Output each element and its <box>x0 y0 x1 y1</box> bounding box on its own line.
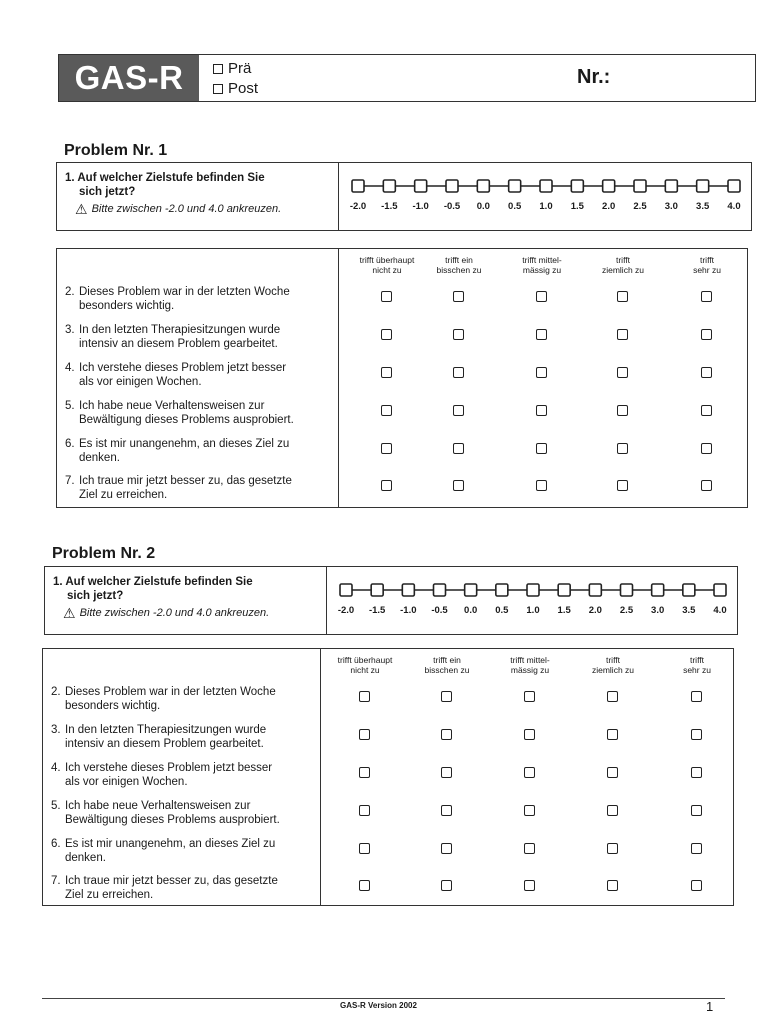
item-number: 5. <box>65 400 75 412</box>
scale-value-label: -2.0 <box>349 201 367 212</box>
rating-checkbox[interactable] <box>453 329 464 340</box>
scale-checkbox[interactable] <box>728 180 740 192</box>
item-line2: Ziel zu erreichen. <box>65 889 154 901</box>
scale-value-label: -0.5 <box>431 605 448 616</box>
column-header-line1: trifft überhaupt <box>337 655 393 665</box>
column-header <box>683 655 711 675</box>
number-label: Nr.: <box>577 66 611 88</box>
scale-value-label: 0.0 <box>476 201 490 212</box>
question-line1: Auf welcher Zielstufe befinden Sie <box>65 576 253 588</box>
rating-checkbox[interactable] <box>441 767 452 778</box>
rating-checkbox[interactable] <box>617 367 628 378</box>
rating-checkbox[interactable] <box>359 691 370 702</box>
scale-checkbox[interactable] <box>589 584 601 596</box>
column-header <box>522 255 562 275</box>
scale-checkbox[interactable] <box>434 584 446 596</box>
scale-checkbox[interactable] <box>558 584 570 596</box>
scale-value-label: 3.5 <box>696 201 710 212</box>
column-header-line2: mässig zu <box>510 665 550 675</box>
scale-value-label: 3.0 <box>664 201 678 212</box>
scale-checkbox[interactable] <box>603 180 615 192</box>
warning-triangle-icon: ⚠ <box>63 605 76 621</box>
rating-checkbox[interactable] <box>617 443 628 454</box>
column-header <box>693 255 721 275</box>
rating-checkbox[interactable] <box>441 729 452 740</box>
problem-2-warning <box>53 606 326 620</box>
page-number: 1 <box>706 999 714 1014</box>
item-line2: denken. <box>79 452 120 464</box>
scale-value-label: 4.0 <box>727 201 741 212</box>
form-logo: GAS-R <box>59 55 199 101</box>
scale-checkbox[interactable] <box>383 180 395 192</box>
item-line1: Ich habe neue Verhaltensweisen zur <box>65 800 251 812</box>
scale-value-label: 2.0 <box>602 201 616 212</box>
question-number: 1. <box>53 576 63 588</box>
item-line2: als vor einigen Wochen. <box>79 376 202 388</box>
post-checkbox[interactable] <box>213 84 223 94</box>
scale-checkbox[interactable] <box>665 180 677 192</box>
scale-checkbox[interactable] <box>621 584 633 596</box>
column-header-line1: trifft <box>615 255 631 265</box>
rating-checkbox[interactable] <box>617 329 628 340</box>
item-number: 3. <box>65 324 75 336</box>
rating-checkbox[interactable] <box>607 729 618 740</box>
scale-checkbox[interactable] <box>340 584 352 596</box>
rating-checkbox[interactable] <box>441 843 452 854</box>
column-header-line1: trifft ein <box>445 255 473 265</box>
problem-1-warning <box>65 202 338 216</box>
rating-checkbox[interactable] <box>617 405 628 416</box>
warning-triangle-icon: ⚠ <box>75 201 88 217</box>
column-header-line2: sehr zu <box>683 665 711 675</box>
rating-checkbox[interactable] <box>441 880 452 891</box>
scale-checkbox[interactable] <box>352 180 364 192</box>
scale-checkbox[interactable] <box>652 584 664 596</box>
rating-checkbox[interactable] <box>607 805 618 816</box>
column-header-line2: ziemlich zu <box>591 665 635 675</box>
item-number: 5. <box>51 800 61 812</box>
rating-checkbox[interactable] <box>524 729 535 740</box>
pre-option[interactable] <box>213 59 258 79</box>
scale-value-label: 1.5 <box>570 201 584 212</box>
scale-value-label: 1.0 <box>526 605 540 616</box>
item-line2: Ziel zu erreichen. <box>79 489 168 501</box>
problem-1-title: Problem Nr. 1 <box>64 142 168 159</box>
scale-checkbox[interactable] <box>571 180 583 192</box>
rating-checkbox[interactable] <box>536 367 547 378</box>
item-number: 7. <box>65 475 75 487</box>
column-header <box>437 255 482 275</box>
rating-checkbox[interactable] <box>453 480 464 491</box>
rating-checkbox[interactable] <box>691 805 702 816</box>
column-header-line2: bisschen zu <box>436 265 482 275</box>
rating-checkbox[interactable] <box>359 880 370 891</box>
rating-checkbox[interactable] <box>607 767 618 778</box>
rating-checkbox[interactable] <box>524 691 535 702</box>
warning-text: Bitte zwischen -2.0 und 4.0 ankreuzen. <box>91 203 282 215</box>
item-line1: Ich verstehe dieses Problem jetzt besser <box>65 762 273 774</box>
rating-checkbox[interactable] <box>701 367 712 378</box>
column-header <box>360 255 415 275</box>
scale-checkbox[interactable] <box>527 584 539 596</box>
scale-value-label: -1.5 <box>368 605 386 616</box>
item-line2: intensiv an diesem Problem gearbeitet. <box>79 338 278 350</box>
item-number: 6. <box>65 438 75 450</box>
column-header-line2: mässig zu <box>522 265 562 275</box>
rating-checkbox[interactable] <box>441 691 452 702</box>
scale-value-label: 1.0 <box>539 201 553 212</box>
problem-2-goal-level-box <box>44 566 738 635</box>
problem-1-goal-level-box <box>56 162 752 231</box>
rating-checkbox[interactable] <box>691 729 702 740</box>
column-header <box>425 655 470 675</box>
rating-checkbox[interactable] <box>381 443 392 454</box>
column-header-line2: nicht zu <box>350 665 380 675</box>
rating-checkbox[interactable] <box>691 767 702 778</box>
column-header-line1: trifft ein <box>433 655 461 665</box>
post-option[interactable] <box>213 79 258 99</box>
item-number: 6. <box>51 838 61 850</box>
pre-post-options <box>213 59 258 99</box>
scale-value-label: 3.5 <box>682 605 696 616</box>
rating-checkbox[interactable] <box>701 443 712 454</box>
column-header <box>338 655 393 675</box>
rating-checkbox[interactable] <box>536 329 547 340</box>
rating-checkbox[interactable] <box>607 880 618 891</box>
rating-checkbox[interactable] <box>536 291 547 302</box>
column-header-line2: ziemlich zu <box>601 265 645 275</box>
scale-value-label: 0.5 <box>508 201 522 212</box>
item-number: 4. <box>65 362 75 374</box>
item-question <box>65 361 333 389</box>
item-question <box>51 685 319 713</box>
problem-1-goal-question <box>57 163 339 230</box>
form-header <box>58 54 756 102</box>
item-question <box>65 399 333 427</box>
item-question <box>51 761 319 789</box>
rating-checkbox[interactable] <box>524 767 535 778</box>
scale-checkbox[interactable] <box>371 584 383 596</box>
scale-checkbox[interactable] <box>496 584 508 596</box>
column-header-line2: bisschen zu <box>424 665 470 675</box>
rating-checkbox[interactable] <box>359 805 370 816</box>
rating-checkbox[interactable] <box>536 443 547 454</box>
column-header-line1: trifft <box>699 255 714 265</box>
scale-value-label: 0.5 <box>495 605 509 616</box>
item-line2: intensiv an diesem Problem gearbeitet. <box>65 738 264 750</box>
rating-checkbox[interactable] <box>617 480 628 491</box>
problem-2-rating-matrix <box>42 648 734 906</box>
scale-value-label: 0.0 <box>464 605 478 616</box>
rating-checkbox[interactable] <box>453 405 464 416</box>
scale-checkbox[interactable] <box>714 584 726 596</box>
item-question <box>65 323 333 351</box>
scale-checkbox[interactable] <box>446 180 458 192</box>
problem-1-rating-matrix <box>56 248 748 508</box>
scale-checkbox[interactable] <box>477 180 489 192</box>
item-line1: In den letzten Therapiesitzungen wurde <box>79 324 281 336</box>
rating-checkbox[interactable] <box>381 405 392 416</box>
scale-value-label: -1.0 <box>412 201 429 212</box>
scale-checkbox[interactable] <box>465 584 477 596</box>
problem-2-title: Problem Nr. 2 <box>52 545 156 562</box>
warning-text: Bitte zwischen -2.0 und 4.0 ankreuzen. <box>79 607 270 619</box>
scale-value-label: 4.0 <box>713 605 727 616</box>
rating-checkbox[interactable] <box>359 843 370 854</box>
rating-checkbox[interactable] <box>381 367 392 378</box>
pre-label: Prä <box>228 60 252 77</box>
item-line2: Bewältigung dieses Problems ausprobiert. <box>79 414 294 426</box>
item-number: 4. <box>51 762 61 774</box>
column-header-line1: trifft überhaupt <box>359 255 415 265</box>
rating-checkbox[interactable] <box>701 405 712 416</box>
item-line1: Ich verstehe dieses Problem jetzt besser <box>79 362 287 374</box>
scale-value-label: -0.5 <box>443 201 461 212</box>
item-line1: In den letzten Therapiesitzungen wurde <box>65 724 267 736</box>
scale-value-label: -1.5 <box>381 201 398 212</box>
item-number: 2. <box>65 286 75 298</box>
question-line2: sich jetzt? <box>67 590 124 602</box>
scale-value-label: 2.5 <box>633 201 647 212</box>
column-header <box>592 655 634 675</box>
rating-checkbox[interactable] <box>524 843 535 854</box>
problem-1-goal-scale <box>340 163 750 230</box>
rating-checkbox[interactable] <box>607 691 618 702</box>
item-line1: Dieses Problem war in der letzten Woche <box>79 286 290 298</box>
item-question <box>51 837 319 865</box>
item-line1: Ich habe neue Verhaltensweisen zur <box>79 400 265 412</box>
scale-value-label: 2.5 <box>619 605 634 616</box>
column-header <box>510 655 550 675</box>
goal-scale-graphic <box>328 579 736 599</box>
item-question <box>65 285 333 313</box>
scale-checkbox[interactable] <box>540 180 552 192</box>
rating-checkbox[interactable] <box>524 880 535 891</box>
rating-checkbox[interactable] <box>381 329 392 340</box>
item-question <box>51 799 319 827</box>
rating-checkbox[interactable] <box>441 805 452 816</box>
scale-checkbox[interactable] <box>415 180 427 192</box>
question-number: 1. <box>65 172 75 184</box>
item-line1: Es ist mir unangenehm, an dieses Ziel zu <box>79 438 290 450</box>
scale-value-label: 3.0 <box>651 605 665 616</box>
item-line2: besonders wichtig. <box>65 700 161 712</box>
item-number: 3. <box>51 724 61 736</box>
rating-checkbox[interactable] <box>524 805 535 816</box>
rating-checkbox[interactable] <box>453 291 464 302</box>
rating-checkbox[interactable] <box>453 443 464 454</box>
rating-checkbox[interactable] <box>691 880 702 891</box>
item-line2: besonders wichtig. <box>79 300 175 312</box>
rating-checkbox[interactable] <box>701 329 712 340</box>
item-question <box>51 723 319 751</box>
footer-version: GAS-R Version 2002 <box>340 1001 417 1010</box>
scale-checkbox[interactable] <box>509 180 521 192</box>
rating-checkbox[interactable] <box>536 405 547 416</box>
column-header-line2: sehr zu <box>693 265 721 275</box>
rating-checkbox[interactable] <box>359 767 370 778</box>
column-header <box>602 255 644 275</box>
item-line2: als vor einigen Wochen. <box>65 776 188 788</box>
scale-value-label: 2.0 <box>588 605 602 616</box>
rating-checkbox[interactable] <box>381 291 392 302</box>
item-number: 7. <box>51 875 61 887</box>
item-line2: denken. <box>65 852 106 864</box>
rating-checkbox[interactable] <box>359 729 370 740</box>
post-label: Post <box>228 80 259 97</box>
column-header-line1: trifft <box>689 655 704 665</box>
problem-2-goal-question <box>45 567 327 634</box>
item-question <box>65 474 333 502</box>
item-line1: Es ist mir unangenehm, an dieses Ziel zu <box>65 838 276 850</box>
pre-checkbox[interactable] <box>213 64 223 74</box>
scale-value-label: 1.5 <box>557 605 571 616</box>
question-line2: sich jetzt? <box>79 186 136 198</box>
rating-checkbox[interactable] <box>691 843 702 854</box>
item-line2: Bewältigung dieses Problems ausprobiert. <box>65 814 280 826</box>
rating-checkbox[interactable] <box>701 291 712 302</box>
rating-checkbox[interactable] <box>701 480 712 491</box>
scale-value-label: -1.0 <box>400 605 417 616</box>
item-line1: Ich traue mir jetzt besser zu, das gesetzte <box>65 875 278 887</box>
rating-checkbox[interactable] <box>617 291 628 302</box>
rating-checkbox[interactable] <box>453 367 464 378</box>
question-line1: Auf welcher Zielstufe befinden Sie <box>77 172 265 184</box>
item-line1: Ich traue mir jetzt besser zu, das gesetzte <box>79 475 292 487</box>
item-number: 2. <box>51 686 61 698</box>
footer-divider <box>42 998 725 999</box>
scale-checkbox[interactable] <box>402 584 414 596</box>
column-header-line1: trifft mittel- <box>522 255 562 265</box>
item-line1: Dieses Problem war in der letzten Woche <box>65 686 276 698</box>
scale-checkbox[interactable] <box>683 584 695 596</box>
scale-checkbox[interactable] <box>697 180 709 192</box>
item-question <box>51 874 319 902</box>
column-header-line1: trifft <box>605 655 621 665</box>
rating-checkbox[interactable] <box>381 480 392 491</box>
scale-checkbox[interactable] <box>634 180 646 192</box>
rating-checkbox[interactable] <box>536 480 547 491</box>
item-question <box>65 437 333 465</box>
scale-value-label: -2.0 <box>337 605 355 616</box>
rating-checkbox[interactable] <box>691 691 702 702</box>
problem-2-goal-scale <box>328 567 736 634</box>
column-header-line1: trifft mittel- <box>510 655 550 665</box>
rating-checkbox[interactable] <box>607 843 618 854</box>
column-header-line2: nicht zu <box>372 265 402 275</box>
goal-scale-graphic <box>340 175 750 195</box>
